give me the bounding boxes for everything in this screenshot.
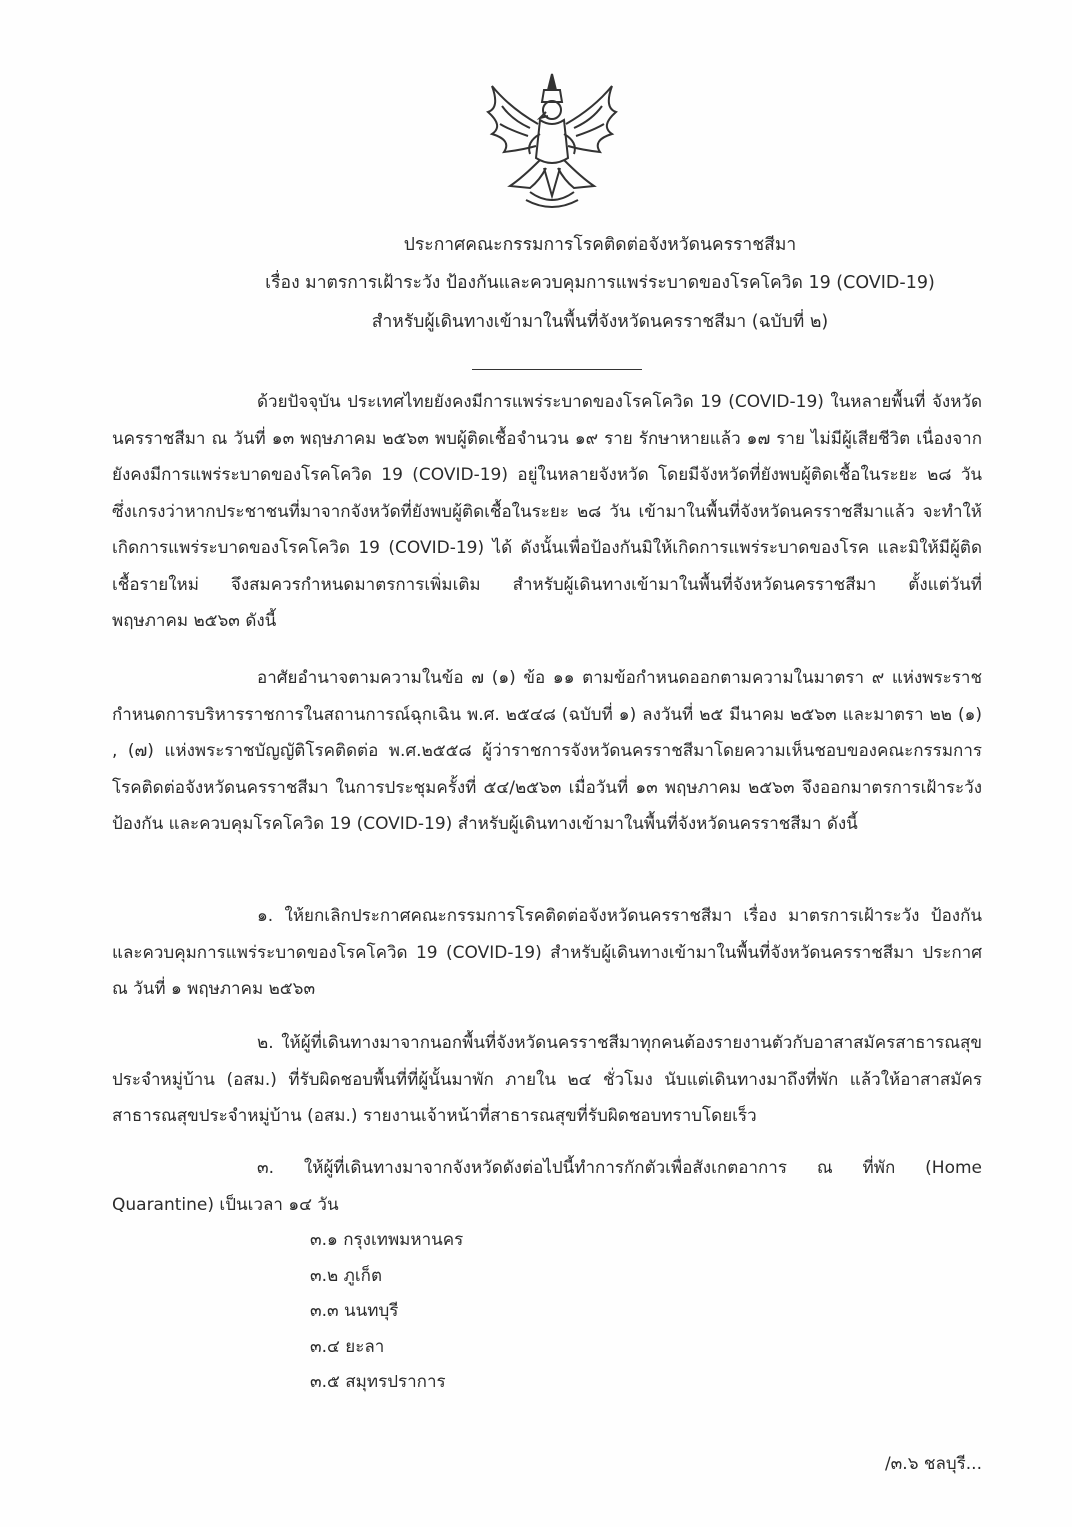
list-item: ๓.๒ ภูเก็ต [310, 1265, 382, 1286]
paragraph-item-1: ๑. ให้ยกเลิกประกาศคณะกรรมการโรคติดต่อจังหวัดนครราชสีมา เรื่อง มาตรการเฝ้าระวัง ป้องกันและควบคุมการแพร่ระบาดของโรคโควิด 19 (COVID-19) สำหรับผู้เดินทางเข้ามาในพื้นที่จังหวัดนครราชสีมา ประกาศ ณ วันที่ ๑ พฤษภาคม ๒๕๖๓ [112, 906, 982, 999]
province-list [310, 1223, 463, 1401]
announcement-subject: เรื่อง มาตรการเฝ้าระวัง ป้องกันและควบคุมการแพร่ระบาดของโรคโควิด 19 (COVID-19) [265, 273, 935, 293]
title-divider [472, 369, 642, 370]
announcement-title: ประกาศคณะกรรมการโรคติดต่อจังหวัดนครราชสีมา [403, 235, 797, 255]
list-item: ๓.๑ กรุงเทพมหานคร [310, 1230, 464, 1250]
list-item: ๓.๓ นนทบุรี [310, 1301, 399, 1321]
paragraph-item-3: ๓. ให้ผู้ที่เดินทางมาจากจังหวัดดังต่อไปนี้ทำการกักตัวเพื่อสังเกตอาการ ณ ที่พัก (Home Quarantine) เป็นเวลา ๑๔ วัน [112, 1158, 982, 1215]
garuda-emblem-icon [470, 68, 635, 216]
page-continuation: /๓.๖ ชลบุรี... [884, 1454, 982, 1474]
list-item: ๓.๕ สมุทรปราการ [310, 1372, 446, 1392]
list-item: ๓.๔ ยะลา [310, 1336, 385, 1357]
paragraph-background: ด้วยปัจจุบัน ประเทศไทยยังคงมีการแพร่ระบาดของโรคโควิด 19 (COVID-19) ในหลายพื้นที่ จังหวัดนครราชสีมา ณ วันที่ ๑๓ พฤษภาคม ๒๕๖๓ พบผู้ติดเชื้อจำนวน ๑๙ ราย รักษาหายแล้ว ๑๗ ราย ไม่มีผู้เสียชีวิต เนื่องจากยังคงมีการแพร่ระบาดของโรคโควิด 19 (COVID-19) อยู่ในหลายจังหวัด โดยมีจังหวัดที่ยังพบผู้ติดเชื้อในระยะ ๒๘ วัน ซึ่งเกรงว่าหากประชาชนที่มาจากจังหวัดที่ยังพบผู้ติดเชื้อในระยะ ๒๘ วัน เข้ามาในพื้นที่จังหวัดนครราชสีมาแล้ว จะทำให้เกิดการแพร่ระบาดของโรคโควิด 19 (COVID-19) ได้ ดังนั้นเพื่อป้องกันมิให้เกิดการแพร่ระบาดของโรค และมิให้มีผู้ติดเชื้อรายใหม่ จึงสมควรกำหนดมาตรการเพิ่มเติม สำหรับผู้เดินทางเข้ามาในพื้นที่จังหวัดนครราชสีมา ตั้งแต่วันที่ พฤษภาคม ๒๕๖๓ ดังนี้ [112, 392, 982, 631]
announcement-subtitle: สำหรับผู้เดินทางเข้ามาในพื้นที่จังหวัดนครราชสีมา (ฉบับที่ ๒) [371, 312, 829, 332]
paragraph-item-2: ๒. ให้ผู้ที่เดินทางมาจากนอกพื้นที่จังหวัดนครราชสีมาทุกคนต้องรายงานตัวกับอาสาสมัครสาธารณสุขประจำหมู่บ้าน (อสม.) ที่รับผิดชอบพื้นที่ที่ผู้นั้นมาพัก ภายใน ๒๔ ชั่วโมง นับแต่เดินทางมาถึงที่พัก แล้วให้อาสาสมัครสาธารณสุขประจำหมู่บ้าน (อสม.) รายงานเจ้าหน้าที่สาธารณสุขที่รับผิดชอบทราบโดยเร็ว [112, 1033, 982, 1126]
paragraph-authority: อาศัยอำนาจตามความในข้อ ๗ (๑) ข้อ ๑๑ ตามข้อกำหนดออกตามความในมาตรา ๙ แห่งพระราชกำหนดการบริหารราชการในสถานการณ์ฉุกเฉิน พ.ศ. ๒๕๔๘ (ฉบับที่ ๑) ลงวันที่ ๒๕ มีนาคม ๒๕๖๓ และมาตรา ๒๒ (๑) , (๗) แห่งพระราชบัญญัติโรคติดต่อ พ.ศ.๒๕๕๘ ผู้ว่าราชการจังหวัดนครราชสีมาโดยความเห็นชอบของคณะกรรมการโรคติดต่อจังหวัดนครราชสีมา ในการประชุมครั้งที่ ๕๔/๒๕๖๓ เมื่อวันที่ ๑๓ พฤษภาคม ๒๕๖๓ จึงออกมาตรการเฝ้าระวัง ป้องกัน และควบคุมโรคโควิด 19 (COVID-19) สำหรับผู้เดินทางเข้ามาในพื้นที่จังหวัดนครราชสีมา ดังนี้ [112, 668, 982, 834]
